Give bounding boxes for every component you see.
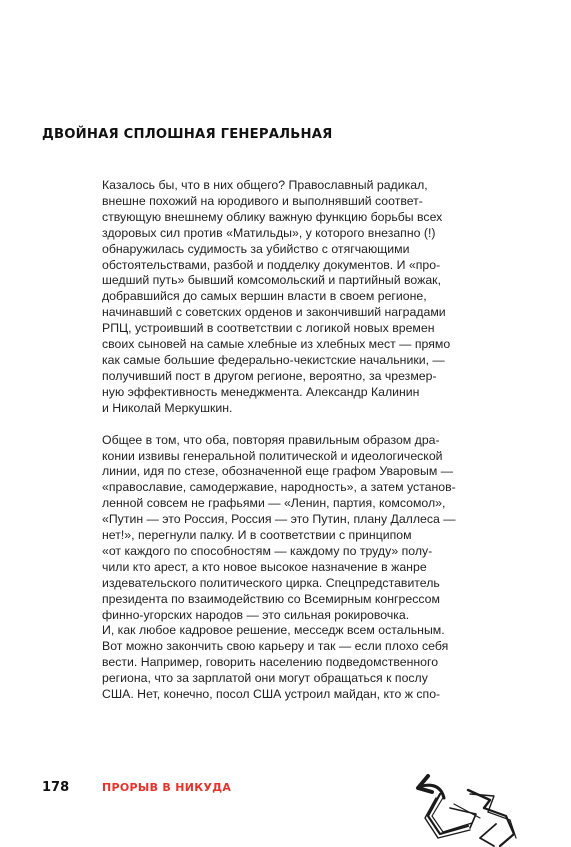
text-line: издевательского политического цирка. Спецпредставитель	[102, 575, 440, 590]
text-line: линии, идя по стезе, обозначенной еще графом Уваровым —	[102, 464, 453, 479]
publisher-logo-icon	[410, 768, 520, 847]
text-line: чили кто арест, а кто новое высокое назначение в жанре	[102, 559, 427, 574]
text-line: получивший пост в другом регионе, вероятно, за чрезмер-	[102, 368, 437, 383]
body-text	[102, 178, 542, 703]
text-line: и Николай Меркушкин.	[102, 400, 233, 415]
text-line: региона, что за зарплатой они могут обращаться к послу	[102, 671, 428, 686]
paragraph-gap	[102, 417, 542, 433]
text-line: финно-угорских народов — это сильная рокировочка.	[102, 607, 410, 622]
text-line: внешне похожий на юродивого и выполнявший соответ-	[102, 193, 423, 208]
text-line: президента по взаимодействию со Всемирным конгрессом	[102, 591, 440, 606]
text-line: ствующую внешнему облику важную функцию борьбы всех	[102, 209, 443, 224]
text-line: как самые большие федерально-чекистские начальники, —	[102, 352, 445, 367]
text-line: «Путин — это Россия, Россия — это Путин, плану Даллеса —	[102, 512, 456, 527]
text-line: Вот можно закончить свою карьеру и так — если плохо себя	[102, 639, 449, 654]
page-number: 178	[42, 780, 70, 795]
text-line: своих сыновей на самые хлебные из хлебных мест — прямо	[102, 337, 451, 352]
text-line: Казалось бы, что в них общего? Православный радикал,	[102, 178, 428, 192]
text-line: обстоятельствами, разбой и подделку документов. И «про-	[102, 257, 441, 272]
text-line: нет!», перегнули палку. И в соответствии с принципом	[102, 528, 412, 543]
text-line: добравшийся до самых вершин власти в своем регионе,	[102, 289, 427, 304]
text-line: ную эффективность менеджмента. Александр Калинин	[102, 384, 420, 399]
text-line: РПЦ, устроивший в соответствии с логикой новых времен	[102, 321, 435, 336]
text-line: «православие, самодержавие, народность», а затем установ-	[102, 480, 456, 495]
text-line: ленной совсем не графьями — «Ленин, партия, комсомол»,	[102, 496, 446, 511]
text-line: И, как любое кадровое решение, месседж всем остальным.	[102, 623, 445, 638]
text-line: Общее в том, что оба, повторяя правильным образом дра-	[102, 432, 440, 447]
paragraph-2	[102, 433, 542, 703]
chapter-heading: ДВОЙНАЯ СПЛОШНАЯ ГЕНЕРАЛЬНАЯ	[42, 127, 333, 142]
paragraph-1	[102, 178, 542, 417]
text-line: вести. Например, говорить населению подведомственного	[102, 655, 439, 670]
text-line: конии извивы генеральной политической и идеологической	[102, 448, 443, 463]
text-line: здоровых сил против «Матильды», у которого внезапно (!)	[102, 225, 436, 240]
text-line: США. Нет, конечно, посол США устроил майдан, кто ж спо-	[102, 687, 441, 702]
text-line: начинавший с советских орденов и закончивший наградами	[102, 305, 446, 320]
text-line: обнаружилась судимость за убийство с отягчающими	[102, 241, 410, 256]
text-line: шедший путь» бывший комсомольский и партийный вожак,	[102, 273, 441, 288]
running-title: ПРОРЫВ В НИКУДА	[102, 781, 232, 794]
text-line: «от каждого по способностям — каждому по труду» полу-	[102, 543, 433, 558]
